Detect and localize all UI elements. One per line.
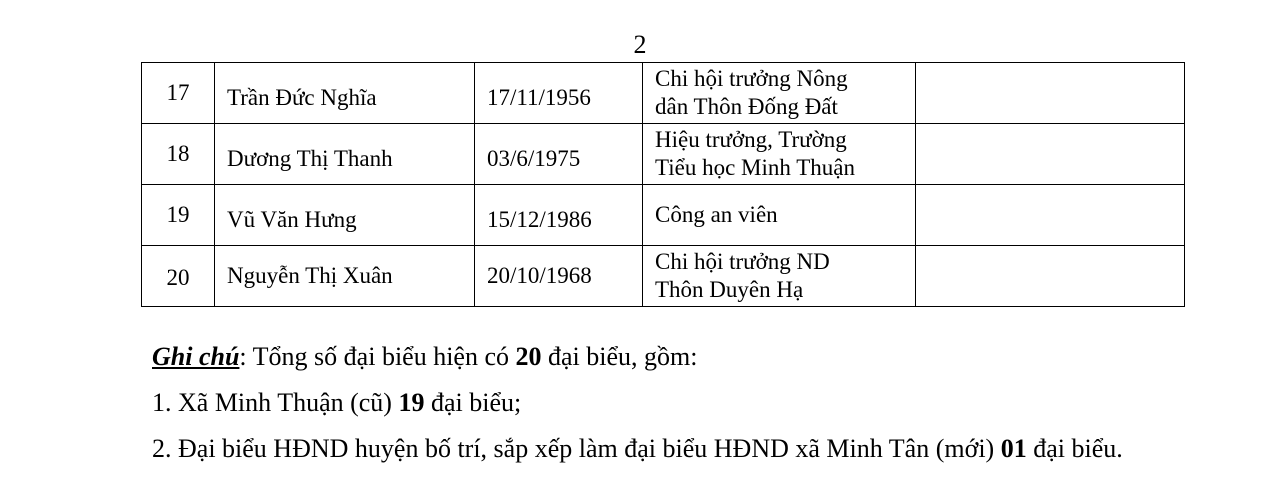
notes-cell	[916, 124, 1185, 185]
total-count: 20	[515, 342, 542, 371]
count-value: 01	[1000, 434, 1027, 463]
page-number: 2	[633, 30, 647, 59]
birth-date: 20/10/1968	[475, 246, 643, 307]
notes-summary	[152, 340, 1252, 386]
delegate-table	[141, 62, 1185, 307]
position	[643, 124, 916, 185]
notes-text: đại biểu;	[424, 388, 522, 417]
table-row	[142, 124, 1185, 185]
row-number: 20	[142, 246, 215, 307]
notes-text: : Tổng số đại biểu hiện có	[239, 342, 516, 371]
position	[643, 246, 916, 307]
notes-text: 1. Xã Minh Thuận (cũ)	[152, 388, 399, 417]
row-number: 19	[142, 185, 215, 246]
table-row	[142, 185, 1185, 246]
notes-cell	[916, 63, 1185, 124]
notes-cell	[916, 246, 1185, 307]
row-number: 18	[142, 124, 215, 185]
position-line: Tiểu học Minh Thuận	[655, 155, 855, 180]
delegate-name: Vũ Văn Hưng	[215, 185, 475, 246]
delegate-name: Nguyễn Thị Xuân	[215, 246, 475, 307]
notes-cell	[916, 185, 1185, 246]
position-line: Chi hội trưởng Nông	[655, 66, 848, 91]
delegate-name: Dương Thị Thanh	[215, 124, 475, 185]
position-line: Hiệu trưởng, Trường	[655, 127, 847, 152]
notes-label: Ghi chú	[152, 342, 240, 371]
row-number: 17	[142, 63, 215, 124]
notes-section	[152, 340, 1252, 478]
notes-item-1	[152, 386, 1252, 432]
position-line: Thôn Duyên Hạ	[655, 277, 804, 302]
position-line: Chi hội trưởng ND	[655, 249, 830, 274]
position-line: Công an viên	[655, 202, 778, 227]
birth-date: 17/11/1956	[475, 63, 643, 124]
position	[643, 63, 916, 124]
notes-text: 2. Đại biểu HĐND huyện bố trí, sắp xếp làm đại biểu HĐND xã Minh Tân (mới)	[152, 434, 1001, 463]
birth-date: 03/6/1975	[475, 124, 643, 185]
notes-item-2	[152, 432, 1252, 478]
delegate-name: Trần Đức Nghĩa	[215, 63, 475, 124]
notes-text: đại biểu.	[1026, 434, 1123, 463]
count-value: 19	[398, 388, 425, 417]
birth-date: 15/12/1986	[475, 185, 643, 246]
notes-text: đại biểu, gồm:	[541, 342, 698, 371]
position-line: dân Thôn Đống Đất	[655, 94, 838, 119]
table-row	[142, 246, 1185, 307]
table-row	[142, 63, 1185, 124]
position	[643, 185, 916, 246]
